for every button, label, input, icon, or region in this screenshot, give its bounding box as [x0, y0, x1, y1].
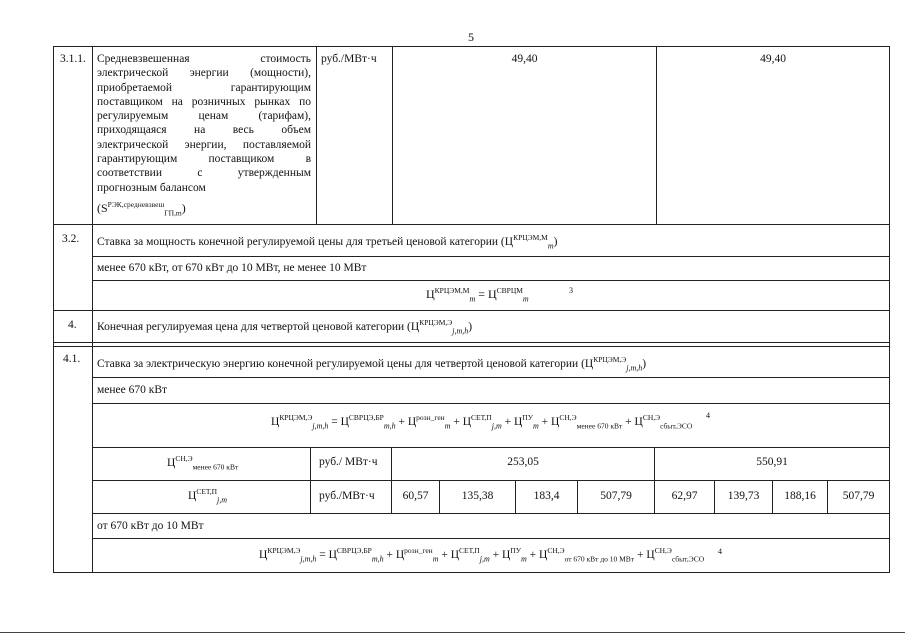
rule	[92, 538, 890, 539]
rule	[92, 403, 890, 404]
formula: $Ц^{КРЦЭМ,Э}_{j,m,h} = Ц^{СВРЦЭ,БР}_{m,h} + Ц^{розн\_ген}_m + Ц^{СЕТ,П}_{j,m} + Ц^{ПУ}_m + Ц^{СН,Э}_{менее 670 кВт} + Ц^{СН,Э}_{сбыт,ЭСО}$	[271, 413, 693, 431]
value-cell: 60,57	[402, 490, 429, 502]
scan-edge	[0, 632, 905, 633]
rule	[53, 572, 890, 573]
formula: $Ц^{КРЦЭМ,М}_m = Ц^{СВРЦМ}_m$	[426, 286, 529, 304]
rule	[392, 46, 393, 225]
rule	[889, 46, 890, 573]
value-cell: 183,4	[533, 490, 560, 502]
desc-line: прогнозным балансом	[97, 181, 206, 194]
desc-line: приобретаемой гарантирующим	[97, 81, 311, 94]
value-cell: 188,16	[784, 490, 816, 502]
rule	[92, 46, 93, 573]
sn-symbol: $Ц^{СН,Э}_{менее 670 кВт}$	[167, 454, 239, 472]
desc-line: соответствии с утвержденным	[97, 167, 311, 180]
value-cell: 253,05	[507, 456, 539, 468]
value-cell: 49,40	[511, 53, 538, 65]
rule	[92, 377, 890, 378]
rule	[92, 513, 890, 514]
rule	[53, 310, 890, 311]
value-cell: 49,40	[760, 53, 786, 65]
rule	[92, 447, 890, 448]
row-unit: руб./ МВт·ч	[319, 456, 378, 468]
page-number: 5	[468, 30, 474, 44]
voltage-range: от 670 кВт до 10 МВт	[97, 520, 204, 532]
row-number: 4.1.	[63, 353, 81, 365]
set-symbol: $Ц^{СЕТ,П}_{j,m}$	[188, 487, 228, 505]
row-heading: Конечная регулируемая цена для четвертой ценовой категории $(Ц^{КРЦЭМ,Э}_{j,m,h})$	[97, 318, 473, 336]
row-unit: руб./МВт·ч	[321, 53, 377, 65]
rule	[316, 46, 317, 225]
row-number: 3.2.	[62, 233, 80, 245]
row-description	[97, 52, 311, 195]
rule	[53, 342, 890, 343]
row-number: 4.	[68, 319, 77, 331]
desc-line: приходящаяся на весь объем	[97, 124, 311, 137]
desc-line: регулируемым ценам (тарифам),	[97, 110, 311, 123]
row-number: 3.1.1.	[60, 53, 86, 65]
desc-line: Средневзвешенная стоимость	[97, 53, 311, 65]
value-cell: 62,97	[671, 490, 698, 502]
formula: $Ц^{КРЦЭМ,Э}_{j,m,h} = Ц^{СВРЦЭ,БР}_{m,h} + Ц^{розн\_ген}_m + Ц^{СЕТ,П}_{j,m} + Ц^{ПУ}_m + Ц^{СН,Э}_{от 670 кВт до 10 МВт} + Ц^{СН,Э}_{сбыт,ЭСО}$	[259, 546, 705, 564]
row-heading: Ставка за мощность конечной регулируемой цены для третьей ценовой категории $(Ц^{КРЦЭМ,М}_m)$	[97, 233, 558, 251]
rule	[53, 346, 890, 347]
value-cell: 135,38	[461, 490, 494, 502]
desc-line: гарантирующим поставщиком в	[97, 153, 311, 166]
rule	[92, 480, 890, 481]
footnote-marker: 4	[706, 411, 710, 420]
footnote-marker: 3	[569, 286, 573, 295]
rule	[53, 46, 54, 573]
desc-line: поставщиком на розничных рынках по	[97, 95, 311, 108]
value-cell: 550,91	[756, 456, 788, 468]
rule	[656, 46, 657, 225]
row-unit: руб./МВт·ч	[319, 490, 375, 502]
rule	[53, 46, 890, 47]
value-cell: 507,79	[600, 490, 632, 502]
rule	[92, 280, 890, 281]
rule	[310, 447, 311, 514]
row-symbol: $(S^{РЭК,средневзвеш}_{ГП,m})$	[97, 200, 186, 218]
voltage-range: менее 670 кВт, от 670 кВт до 10 МВт, не менее 10 МВт	[97, 262, 367, 274]
value-cell: 139,73	[727, 490, 760, 502]
desc-line: электрической энергии, поставляемой	[97, 138, 311, 151]
rule	[92, 256, 890, 257]
desc-line: электрической энергии (мощности),	[97, 67, 311, 80]
footnote-marker: 4	[718, 547, 722, 556]
row-heading: Ставка за электрическую энергию конечной регулируемой цены для четвертой ценовой категории $(Ц^{КРЦЭМ,Э}_{j,m,h})$	[97, 355, 647, 373]
voltage-range: менее 670 кВт	[97, 384, 168, 396]
rule	[53, 224, 890, 225]
value-cell: 507,79	[842, 490, 875, 502]
